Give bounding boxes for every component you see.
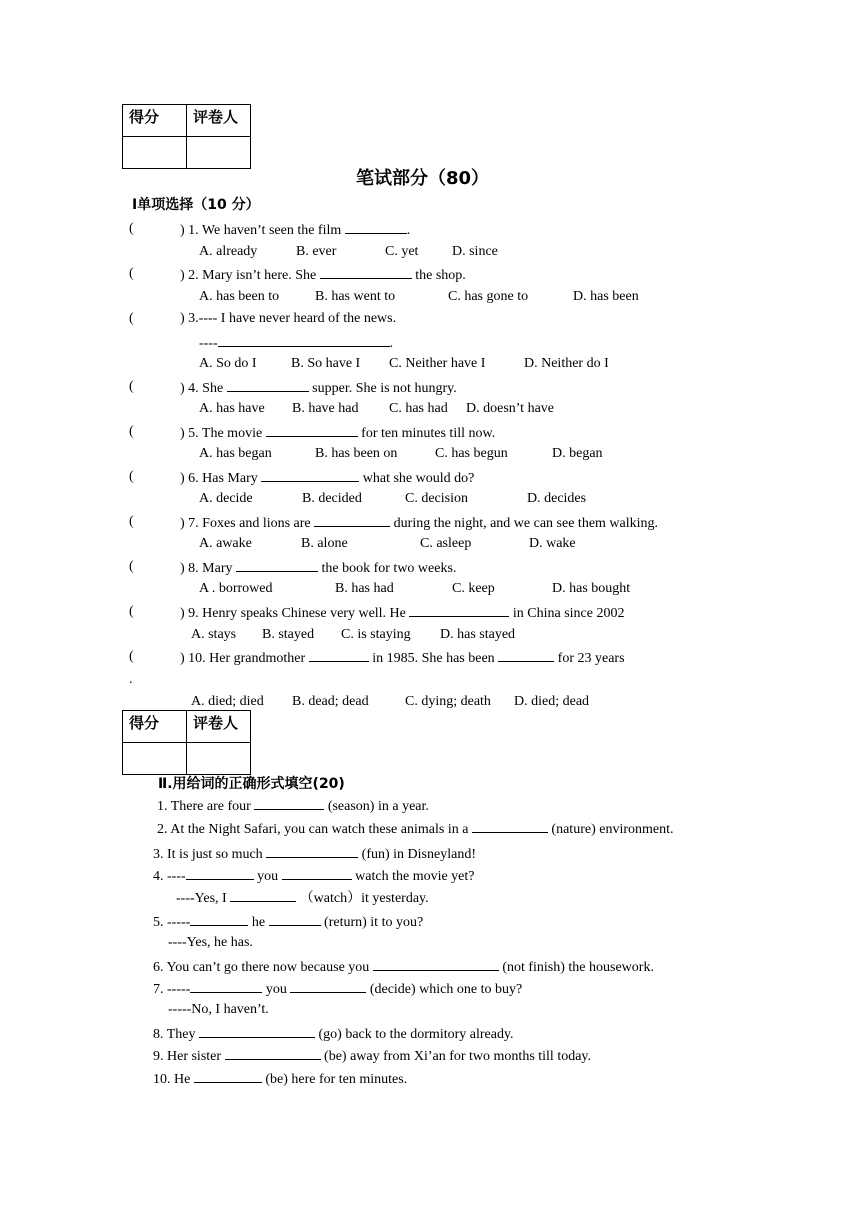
answer-blank[interactable] bbox=[345, 220, 407, 234]
option-a: A. has began bbox=[199, 446, 272, 461]
option-c: C. yet bbox=[385, 244, 419, 259]
section1-heading: Ⅰ单项选择（10 分） bbox=[132, 197, 260, 213]
grader-header: 评卷人 bbox=[187, 105, 251, 137]
answer-blank[interactable] bbox=[269, 912, 321, 926]
score-table bbox=[122, 104, 251, 169]
answer-paren[interactable]: ( bbox=[129, 604, 134, 619]
score-header: 得分 bbox=[123, 711, 187, 743]
option-c: C. is staying bbox=[341, 627, 411, 642]
fill-item-10: 10. He (be) here for ten minutes. bbox=[153, 1069, 407, 1089]
fill-item-9: 9. Her sister (be) away from Xi’an for two months till today. bbox=[153, 1046, 591, 1066]
option-b: B. have had bbox=[292, 401, 359, 416]
answer-blank[interactable] bbox=[236, 558, 318, 572]
option-d: D. decides bbox=[527, 491, 587, 506]
question-4: ) 4. She supper. She is not hungry. bbox=[180, 378, 457, 398]
fill-item-5-reply: ----Yes, he has. bbox=[168, 935, 253, 950]
question-6: ) 6. Has Mary what she would do? bbox=[180, 468, 474, 488]
fill-item-7: 7. ----- you (decide) which one to buy? bbox=[153, 979, 522, 999]
fill-item-4-reply: ----Yes, I （watch）it yesterday. bbox=[176, 888, 429, 908]
answer-paren[interactable]: ( bbox=[129, 514, 134, 529]
score-table-2 bbox=[122, 710, 251, 775]
grader-cell bbox=[187, 743, 251, 775]
fill-item-8: 8. They (go) back to the dormitory already. bbox=[153, 1024, 514, 1044]
option-b: B. has been on bbox=[315, 446, 398, 461]
question-7: ) 7. Foxes and lions are during the night, and we can see them walking. bbox=[180, 513, 658, 533]
option-b: B. dead; dead bbox=[292, 694, 369, 709]
answer-blank[interactable] bbox=[230, 888, 296, 902]
answer-blank[interactable] bbox=[472, 819, 548, 833]
answer-blank[interactable] bbox=[190, 979, 262, 993]
question-10: ) 10. Her grandmother in 1985. She has been for 23 years bbox=[180, 648, 625, 668]
fill-item-1: 1. There are four (season) in a year. bbox=[157, 796, 429, 816]
answer-paren[interactable]: ( bbox=[129, 649, 134, 664]
option-d: D. began bbox=[552, 446, 603, 461]
option-a: A. died; died bbox=[191, 694, 264, 709]
answer-blank[interactable] bbox=[320, 265, 412, 279]
option-a: A. already bbox=[199, 244, 258, 259]
option-d: D. Neither do I bbox=[524, 356, 609, 371]
option-d: D. doesn’t have bbox=[466, 401, 554, 416]
question-5: ) 5. The movie for ten minutes till now. bbox=[180, 423, 495, 443]
option-b: B. So have I bbox=[291, 356, 361, 371]
option-d: D. died; dead bbox=[514, 694, 590, 709]
answer-blank[interactable] bbox=[227, 378, 309, 392]
fill-item-4: 4. ---- you watch the movie yet? bbox=[153, 866, 475, 886]
section2-heading: Ⅱ.用给词的正确形式填空(20) bbox=[158, 776, 345, 792]
option-d: D. has stayed bbox=[440, 627, 516, 642]
answer-paren[interactable]: ( bbox=[129, 266, 134, 281]
fill-item-6: 6. You can’t go there now because you (not finish) the housework. bbox=[153, 957, 654, 977]
answer-paren[interactable]: ( bbox=[129, 221, 134, 236]
grader-header: 评卷人 bbox=[187, 711, 251, 743]
stray-dot: . bbox=[129, 672, 133, 687]
answer-paren[interactable]: ( bbox=[129, 424, 134, 439]
answer-paren[interactable]: ( bbox=[129, 469, 134, 484]
option-a: A. has been to bbox=[199, 289, 280, 304]
option-c: C. has had bbox=[389, 401, 448, 416]
answer-blank[interactable] bbox=[194, 1069, 262, 1083]
answer-blank[interactable] bbox=[254, 796, 324, 810]
option-b: B. decided bbox=[302, 491, 362, 506]
answer-line: ---- . bbox=[199, 333, 393, 353]
question-3: ) 3.---- I have never heard of the news. bbox=[180, 311, 397, 326]
score-header: 得分 bbox=[123, 105, 187, 137]
fill-item-5: 5. ----- he (return) it to you? bbox=[153, 912, 423, 932]
answer-blank[interactable] bbox=[190, 912, 248, 926]
page-title: 笔试部分（80） bbox=[356, 168, 490, 189]
answer-blank[interactable] bbox=[266, 844, 358, 858]
option-d: D. has bought bbox=[552, 581, 631, 596]
option-b: B. has went to bbox=[315, 289, 396, 304]
option-a: A . borrowed bbox=[199, 581, 273, 596]
option-c: C. has gone to bbox=[448, 289, 529, 304]
option-c: C. Neither have I bbox=[389, 356, 486, 371]
answer-blank[interactable] bbox=[373, 957, 499, 971]
answer-blank[interactable] bbox=[282, 866, 352, 880]
answer-blank[interactable] bbox=[266, 423, 358, 437]
option-d: D. since bbox=[452, 244, 498, 259]
score-cell bbox=[123, 743, 187, 775]
option-c: C. decision bbox=[405, 491, 468, 506]
option-a: A. So do I bbox=[199, 356, 257, 371]
option-a: A. awake bbox=[199, 536, 252, 551]
fill-item-7-reply: -----No, I haven’t. bbox=[168, 1002, 269, 1017]
option-b: B. has had bbox=[335, 581, 394, 596]
grader-cell bbox=[187, 137, 251, 169]
question-9: ) 9. Henry speaks Chinese very well. He in China since 2002 bbox=[180, 603, 625, 623]
question-2: ) 2. Mary isn’t here. She the shop. bbox=[180, 265, 466, 285]
option-c: C. dying; death bbox=[405, 694, 491, 709]
option-a: A. has have bbox=[199, 401, 265, 416]
answer-blank[interactable] bbox=[225, 1046, 321, 1060]
option-c: C. keep bbox=[452, 581, 495, 596]
option-a: A. decide bbox=[199, 491, 253, 506]
option-b: B. alone bbox=[301, 536, 348, 551]
question-1: ) 1. We haven’t seen the film . bbox=[180, 220, 410, 240]
answer-blank[interactable] bbox=[409, 603, 509, 617]
option-d: D. wake bbox=[529, 536, 576, 551]
answer-paren[interactable]: ( bbox=[129, 311, 134, 326]
answer-blank[interactable] bbox=[199, 1024, 315, 1038]
answer-paren[interactable]: ( bbox=[129, 379, 134, 394]
option-a: A. stays bbox=[191, 627, 237, 642]
fill-item-3: 3. It is just so much (fun) in Disneyland! bbox=[153, 844, 476, 864]
answer-blank[interactable] bbox=[218, 333, 390, 347]
answer-paren[interactable]: ( bbox=[129, 559, 134, 574]
option-c: C. asleep bbox=[420, 536, 472, 551]
option-b: B. stayed bbox=[262, 627, 315, 642]
option-b: B. ever bbox=[296, 244, 337, 259]
answer-blank[interactable] bbox=[314, 513, 390, 527]
answer-blank[interactable] bbox=[498, 648, 554, 662]
option-d: D. has been bbox=[573, 289, 639, 304]
answer-blank[interactable] bbox=[290, 979, 366, 993]
answer-blank[interactable] bbox=[261, 468, 359, 482]
answer-blank[interactable] bbox=[186, 866, 254, 880]
question-8: ) 8. Mary the book for two weeks. bbox=[180, 558, 456, 578]
answer-blank[interactable] bbox=[309, 648, 369, 662]
score-cell bbox=[123, 137, 187, 169]
fill-item-2: 2. At the Night Safari, you can watch these animals in a (nature) environment. bbox=[157, 819, 673, 839]
option-c: C. has begun bbox=[435, 446, 508, 461]
